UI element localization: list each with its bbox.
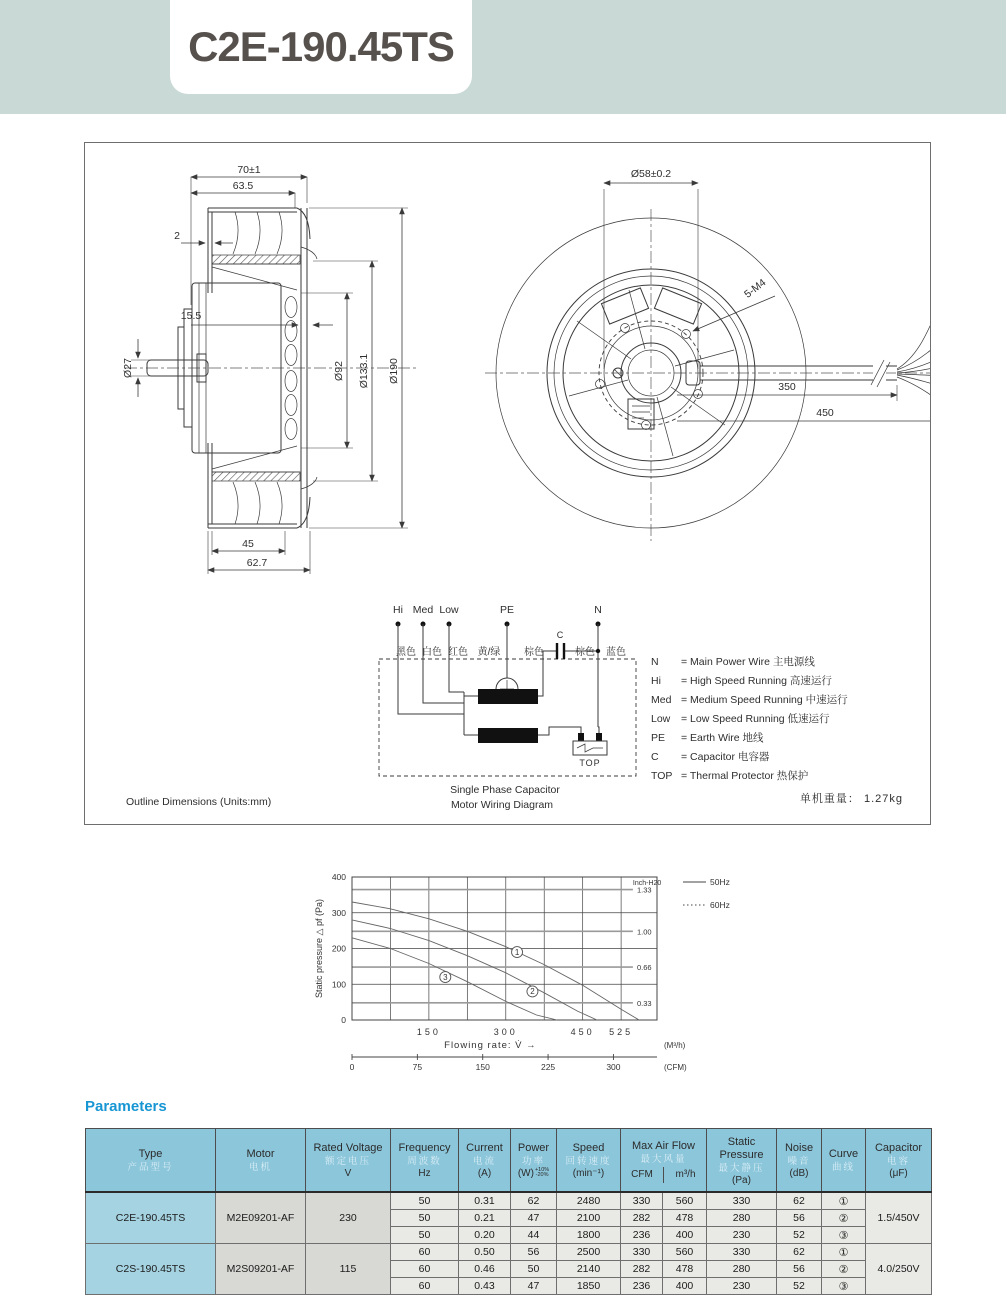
param-cell: ③ xyxy=(822,1227,866,1244)
dim-27: Ø27 xyxy=(122,358,134,378)
front-view xyxy=(485,168,930,541)
column-header: Current 电流 (A) xyxy=(459,1129,511,1193)
param-cell: 62 xyxy=(511,1192,557,1210)
param-cell: ③ xyxy=(822,1278,866,1295)
dim-92: Ø92 xyxy=(333,361,345,381)
cfm-axis-unit: (CFM) xyxy=(664,1063,687,1072)
column-header: Max Air Flow 最大风量 CFM m³/h xyxy=(621,1129,707,1193)
param-cell: 282 xyxy=(621,1261,663,1278)
inch-h2o-label: 0.33 xyxy=(637,998,652,1008)
cfm-tick-label: 0 xyxy=(349,1062,355,1072)
type-cell: C2E-190.45TS xyxy=(86,1192,216,1244)
param-cell: 330 xyxy=(707,1192,777,1210)
column-header: Motor 电机 xyxy=(216,1129,306,1193)
protector-label: TOP xyxy=(579,758,601,768)
param-cell: 560 xyxy=(663,1192,707,1210)
y-axis-title: Static pressure △ pf (Pa) xyxy=(314,899,324,998)
inch-h2o-label: 1.33 xyxy=(637,885,652,895)
dim-350: 350 xyxy=(778,381,796,393)
param-cell: 56 xyxy=(777,1261,822,1278)
legend-text: = Thermal Protector 热保护 xyxy=(681,770,809,782)
y-tick-label: 100 xyxy=(331,979,346,990)
param-cell: 236 xyxy=(621,1278,663,1295)
param-cell: 330 xyxy=(707,1244,777,1261)
wiring-diagram xyxy=(379,604,636,811)
param-cell: 282 xyxy=(621,1210,663,1227)
param-cell: 60 xyxy=(391,1261,459,1278)
param-cell: 50 xyxy=(511,1261,557,1278)
lead-wires xyxy=(897,302,930,422)
side-view xyxy=(122,164,417,574)
param-cell: 400 xyxy=(663,1278,707,1295)
terminal-hi: Hi xyxy=(393,604,403,616)
param-cell: 62 xyxy=(777,1192,822,1210)
dim-63_5: 63.5 xyxy=(232,180,254,192)
param-cell: 0.31 xyxy=(459,1192,511,1210)
param-cell: 230 xyxy=(707,1278,777,1295)
dim-15_5: 15.5 xyxy=(180,310,202,322)
column-header: Frequency 周波数 Hz xyxy=(391,1129,459,1193)
param-cell: 56 xyxy=(511,1244,557,1261)
x-axis-unit: (M³/h) xyxy=(664,1041,686,1050)
param-cell: 230 xyxy=(707,1227,777,1244)
column-header: Capacitor 电容 (μF) xyxy=(866,1129,932,1193)
y-tick-label: 300 xyxy=(331,907,346,918)
dim-190: Ø190 xyxy=(388,358,400,384)
x-axis-title: Flowing rate: V̇ → xyxy=(444,1040,537,1051)
wiring-caption-1: Single Phase Capacitor xyxy=(450,784,560,796)
legend-text: = High Speed Running 高速运行 xyxy=(681,675,832,687)
x-tick-label: 525 xyxy=(609,1027,634,1037)
param-cell: 478 xyxy=(663,1261,707,1278)
param-cell: 52 xyxy=(777,1278,822,1295)
dim-45: 45 xyxy=(242,538,254,550)
unit-weight-note: 单机重量： 1.27kg xyxy=(799,793,903,805)
cfm-tick-label: 225 xyxy=(540,1062,556,1072)
param-cell: ② xyxy=(822,1261,866,1278)
motor-cell: M2S09201-AF xyxy=(216,1244,306,1295)
wire-color-yellow-green: 黄/绿 xyxy=(477,647,501,658)
param-cell: 0.50 xyxy=(459,1244,511,1261)
parameters-table-wrap xyxy=(85,1128,931,1295)
drawing-caption: Outline Dimensions (Units:mm) xyxy=(126,796,272,808)
chart-legend-label: 50Hz xyxy=(710,877,730,887)
legend-text: = Medium Speed Running 中速运行 xyxy=(681,694,848,706)
wire-color-blue: 蓝色 xyxy=(606,647,626,658)
page-title: C2E-190.45TS xyxy=(188,23,454,70)
legend-text: = Main Power Wire 主电源线 xyxy=(681,656,815,668)
curve-label-1: 1 xyxy=(514,947,520,957)
curve-2 xyxy=(352,920,597,1020)
param-cell: 60 xyxy=(391,1278,459,1295)
terminal-med: Med xyxy=(412,604,434,616)
param-cell: 478 xyxy=(663,1210,707,1227)
param-cell: 50 xyxy=(391,1210,459,1227)
wire-color-brown-1: 棕色 xyxy=(524,647,544,658)
dim-5m4: 5-M4 xyxy=(742,276,769,301)
terminal-n: N xyxy=(594,604,602,616)
param-cell: 330 xyxy=(621,1192,663,1210)
param-cell: ① xyxy=(822,1192,866,1210)
param-cell: 2140 xyxy=(557,1261,621,1278)
parameters-heading: Parameters xyxy=(85,1098,167,1115)
performance-chart-svg xyxy=(300,865,800,1080)
wiring-caption-2: Motor Wiring Diagram xyxy=(450,799,554,811)
type-cell: C2S-190.45TS xyxy=(86,1244,216,1295)
wire-color-white: 白色 xyxy=(422,647,442,658)
dim-450: 450 xyxy=(816,407,834,419)
legend-text: = Capacitor 电容器 xyxy=(681,751,770,763)
inch-h2o-label: 0.66 xyxy=(637,963,652,973)
terminal-pe: PE xyxy=(499,604,515,616)
wire-color-red: 红色 xyxy=(448,647,468,658)
param-cell: 0.46 xyxy=(459,1261,511,1278)
param-cell: 1800 xyxy=(557,1227,621,1244)
inch-h2o-label: 1.00 xyxy=(637,927,652,937)
param-cell: 47 xyxy=(511,1278,557,1295)
param-cell: 2100 xyxy=(557,1210,621,1227)
dim-62_7: 62.7 xyxy=(246,557,268,569)
voltage-cell: 115 xyxy=(306,1244,391,1295)
dim-70: 70±1 xyxy=(237,164,261,176)
y-tick-label: 200 xyxy=(331,943,346,954)
param-cell: 400 xyxy=(663,1227,707,1244)
curve-label-2: 2 xyxy=(530,987,535,997)
param-cell: 280 xyxy=(707,1210,777,1227)
performance-chart xyxy=(300,865,800,1080)
outline-drawing xyxy=(85,143,930,824)
wire-color-black: 黑色 xyxy=(396,647,416,658)
param-cell: 44 xyxy=(511,1227,557,1244)
param-cell: 280 xyxy=(707,1261,777,1278)
column-header: Static Pressure 最大静压 (Pa) xyxy=(707,1129,777,1193)
legend-text: = Low Speed Running 低速运行 xyxy=(681,713,830,725)
legend-abbr: TOP xyxy=(651,770,673,782)
param-cell: 1850 xyxy=(557,1278,621,1295)
param-cell: 0.20 xyxy=(459,1227,511,1244)
capacitor-cell: 1.5/450V xyxy=(866,1192,932,1244)
capacitor-cell: 4.0/250V xyxy=(866,1244,932,1295)
x-tick-label: 150 xyxy=(416,1027,441,1037)
param-cell: 2500 xyxy=(557,1244,621,1261)
chart-legend-label: 60Hz xyxy=(710,900,730,910)
legend-abbr: Med xyxy=(651,694,672,706)
param-cell: 60 xyxy=(391,1244,459,1261)
param-cell: 62 xyxy=(777,1244,822,1261)
param-cell: 50 xyxy=(391,1227,459,1244)
dim-133: Ø133.1 xyxy=(358,353,370,389)
param-cell: 52 xyxy=(777,1227,822,1244)
param-cell: 2480 xyxy=(557,1192,621,1210)
param-cell: 330 xyxy=(621,1244,663,1261)
param-cell: 0.21 xyxy=(459,1210,511,1227)
y-tick-label: 400 xyxy=(331,872,346,882)
param-cell: 50 xyxy=(391,1192,459,1210)
column-header: Type 产品型号 xyxy=(86,1129,216,1193)
param-cell: 0.43 xyxy=(459,1278,511,1295)
column-header: Speed 回转速度 (min⁻¹) xyxy=(557,1129,621,1193)
wire-color-brown-2: 棕色 xyxy=(575,647,595,658)
cfm-tick-label: 75 xyxy=(412,1062,423,1072)
header-band xyxy=(0,0,1006,114)
outline-drawing-box xyxy=(84,142,931,825)
column-header: Curve 曲线 xyxy=(822,1129,866,1193)
param-cell: 56 xyxy=(777,1210,822,1227)
title-box xyxy=(170,0,472,94)
capacitor-label: C xyxy=(556,630,564,640)
terminal-low: Low xyxy=(439,604,459,616)
dim-58: Ø58±0.2 xyxy=(630,168,672,180)
legend-abbr: C xyxy=(651,751,659,763)
legend-text: = Earth Wire 地线 xyxy=(681,732,764,744)
param-cell: 560 xyxy=(663,1244,707,1261)
param-cell: 47 xyxy=(511,1210,557,1227)
curve-3 xyxy=(352,938,557,1020)
dim-2: 2 xyxy=(174,230,180,242)
column-header: Power 功率 (W) +10% -20% xyxy=(511,1129,557,1193)
cfm-tick-label: 300 xyxy=(606,1062,621,1072)
column-header: Noise 噪音 (dB) xyxy=(777,1129,822,1193)
table-row xyxy=(86,1244,932,1261)
param-cell: ② xyxy=(822,1210,866,1227)
table-header-row xyxy=(86,1129,932,1193)
column-header: Rated Voltage 额定电压 V xyxy=(306,1129,391,1193)
legend-abbr: PE xyxy=(651,732,666,744)
legend-abbr: Hi xyxy=(651,675,661,687)
wiring-legend xyxy=(651,655,848,782)
y-tick-label: 0 xyxy=(341,1015,346,1025)
x-tick-label: 450 xyxy=(570,1027,595,1037)
legend-abbr: N xyxy=(651,656,659,668)
curve-label-3: 3 xyxy=(443,972,448,982)
parameters-table xyxy=(85,1128,932,1295)
cfm-tick-label: 150 xyxy=(475,1062,490,1072)
table-row xyxy=(86,1192,932,1210)
voltage-cell: 230 xyxy=(306,1192,391,1244)
x-tick-label: 300 xyxy=(493,1027,518,1037)
right-axis-label: Inch-H20 xyxy=(632,880,662,887)
param-cell: 236 xyxy=(621,1227,663,1244)
motor-cell: M2E09201-AF xyxy=(216,1192,306,1244)
param-cell: ① xyxy=(822,1244,866,1261)
legend-abbr: Low xyxy=(651,713,671,725)
